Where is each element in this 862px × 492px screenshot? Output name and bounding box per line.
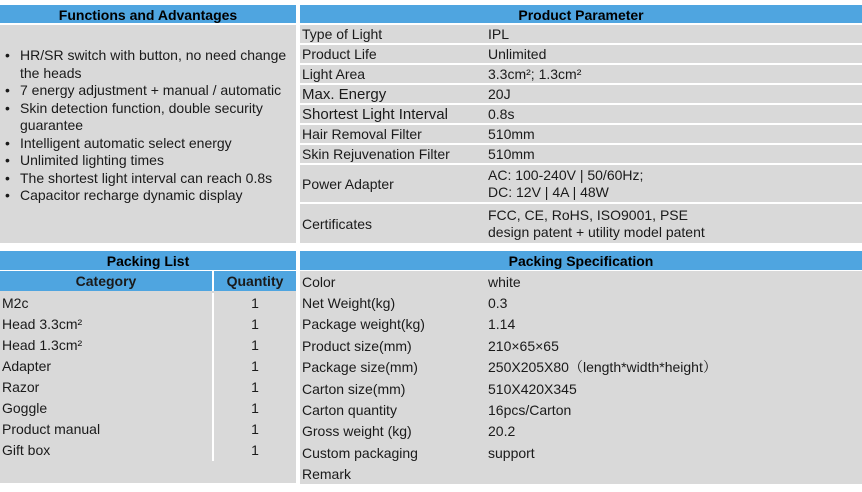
parameter-row: [300, 204, 862, 243]
category-cell: Gift box: [0, 440, 214, 461]
packing-list-title: Packing List: [0, 251, 296, 271]
spec-key: Custom packaging: [302, 444, 418, 461]
quantity-cell: 1: [251, 316, 259, 332]
spec-key: Package size(mm): [302, 359, 418, 376]
parameter-value: [487, 165, 862, 202]
spec-row: [300, 421, 862, 442]
parameter-key: Hair Removal Filter: [302, 126, 422, 142]
parameter-key: Type of Light: [302, 26, 383, 42]
parameter-value-line: AC: 100-240V | 50/60Hz;: [488, 166, 644, 183]
category-cell: Head 1.3cm²: [0, 335, 214, 356]
spec-key: Remark: [302, 466, 352, 483]
table-row: [0, 419, 296, 440]
spec-row: [300, 378, 862, 399]
table-row: [0, 356, 296, 377]
parameter-value: 20J: [488, 86, 511, 102]
parameter-row: [300, 105, 862, 125]
spec-value: 20.2: [488, 423, 516, 440]
category-cell: M2c: [0, 293, 214, 314]
functions-item: • The shortest light interval can reach 0.8s: [5, 170, 296, 188]
parameter-row: [300, 165, 862, 204]
spec-value: 510X420X345: [488, 380, 577, 397]
spec-key: Carton quantity: [302, 402, 397, 419]
table-row: [0, 440, 296, 461]
functions-item: • HR/SR switch with button, no need change the heads: [5, 47, 296, 82]
parameter-key: Max. Energy: [302, 85, 387, 103]
table-row: [0, 398, 296, 419]
table-row: [0, 314, 296, 335]
quantity-cell: 1: [251, 295, 259, 311]
functions-body: [0, 25, 296, 243]
category-cell: Adapter: [0, 356, 214, 377]
functions-item: • Unlimited lighting times: [5, 152, 296, 170]
parameter-key: Skin Rejuvenation Filter: [302, 146, 450, 162]
parameter-value: 3.3cm²; 1.3cm²: [488, 66, 582, 82]
functions-title: Functions and Advantages: [0, 5, 296, 25]
functions-item: • 7 energy adjustment + manual / automatic: [5, 82, 296, 100]
parameter-value-line: DC: 12V | 4A | 48W: [488, 183, 609, 200]
quantity-cell: 1: [251, 358, 259, 374]
parameter-value: 0.8s: [488, 106, 515, 122]
category-cell: Goggle: [0, 398, 214, 419]
packing-list-panel: [0, 251, 296, 485]
packing-list-header-row: [0, 271, 296, 291]
parameter-value: 510mm: [488, 146, 535, 162]
functions-item: • Skin detection function, double security guarantee: [5, 100, 296, 135]
parameter-key: Light Area: [302, 66, 366, 82]
category-cell: Product manual: [0, 419, 214, 440]
product-parameter-panel: [300, 5, 862, 245]
parameter-value: 510mm: [488, 126, 535, 142]
spec-value: 210×65×65: [488, 337, 559, 354]
spec-value: [487, 464, 862, 485]
spec-key: Color: [302, 273, 336, 290]
quantity-cell: 1: [251, 400, 259, 416]
product-parameter-title: Product Parameter: [300, 5, 862, 25]
spec-row: [300, 271, 862, 292]
quantity-cell: 1: [251, 337, 259, 353]
table-row: [0, 377, 296, 398]
functions-item: • Capacitor recharge dynamic display: [5, 187, 296, 205]
parameter-row: [300, 125, 862, 145]
packing-spec-panel: [300, 251, 862, 485]
spec-key: Package weight(kg): [302, 316, 425, 333]
spec-key: Product size(mm): [302, 337, 412, 354]
quantity-column-header: Quantity: [226, 273, 284, 289]
parameter-key: Certificates: [302, 215, 373, 232]
parameter-row: [300, 85, 862, 105]
parameter-value-line: FCC, CE, RoHS, ISO9001, PSE: [488, 206, 688, 223]
spec-row: [300, 442, 862, 463]
quantity-cell: 1: [251, 421, 259, 437]
spec-row: [300, 335, 862, 356]
parameter-value-line: design patent + utility model patent: [488, 223, 705, 240]
spec-value: 1.14: [488, 316, 516, 333]
packing-spec-title: Packing Specification: [300, 251, 862, 271]
parameter-key: Product Life: [302, 46, 377, 62]
parameter-value: [487, 204, 862, 243]
category-cell: Head 3.3cm²: [0, 314, 214, 335]
parameter-key: Power Adapter: [302, 175, 394, 192]
spec-value: white: [488, 273, 521, 290]
packing-list-body: [0, 291, 296, 483]
functions-panel: [0, 5, 296, 245]
spec-value: 0.3: [488, 295, 508, 312]
parameter-row: [300, 45, 862, 65]
parameter-value: IPL: [488, 26, 510, 42]
parameter-row: [300, 145, 862, 165]
quantity-cell: 1: [251, 442, 259, 458]
spec-key: Net Weight(kg): [302, 295, 396, 312]
parameter-value: Unlimited: [488, 46, 547, 62]
packing-spec-body: [300, 271, 862, 484]
spec-row: [300, 464, 862, 485]
spec-value: support: [488, 444, 535, 461]
parameter-key: Shortest Light Interval: [302, 105, 448, 123]
spec-row: [300, 357, 862, 378]
category-column-header: Category: [0, 271, 214, 291]
functions-item: • Intelligent automatic select energy: [5, 135, 296, 153]
category-cell: Razor: [0, 377, 214, 398]
table-row: [0, 293, 296, 314]
spec-row: [300, 314, 862, 335]
quantity-cell: 1: [251, 379, 259, 395]
functions-list: [0, 47, 296, 205]
spec-row: [300, 399, 862, 420]
spec-value: 16pcs/Carton: [488, 402, 572, 419]
parameter-row: [300, 25, 862, 45]
parameter-row: [300, 65, 862, 85]
spec-row: [300, 292, 862, 313]
spec-value: 250X205X80（length*width*height）: [488, 359, 717, 376]
spec-key: Carton size(mm): [302, 380, 406, 397]
table-row: [0, 335, 296, 356]
spec-key: Gross weight (kg): [302, 423, 412, 440]
